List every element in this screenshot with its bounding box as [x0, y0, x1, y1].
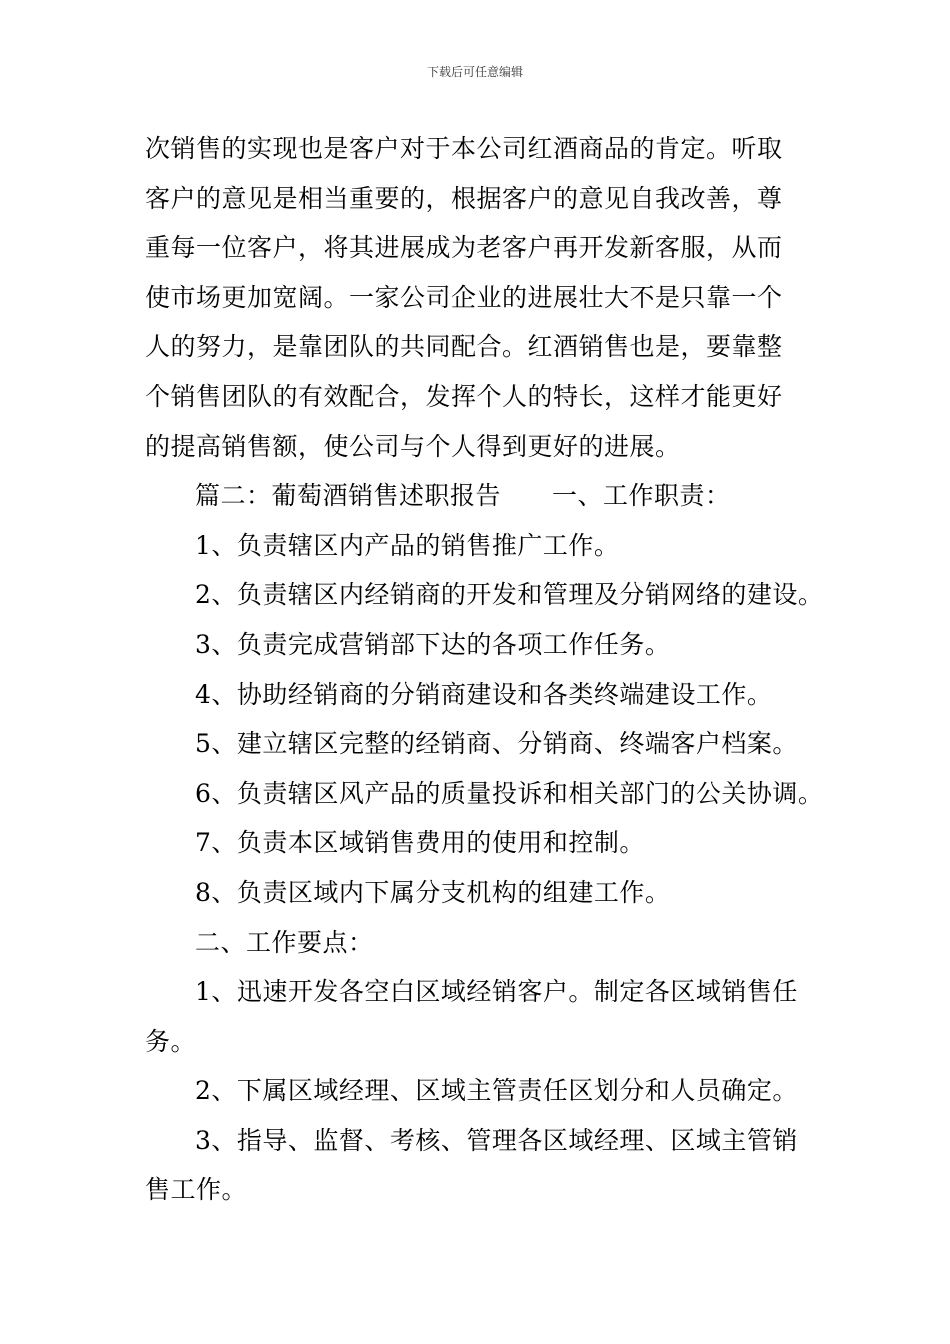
list-item: 3、负责完成营销部下达的各项工作任务。 [195, 629, 671, 659]
section-heading: 二、工作要点： [195, 927, 374, 957]
list-item: 2、下属区域经理、区域主管责任区划分和人员确定。 [195, 1076, 798, 1106]
list-item: 4、协助经销商的分销商建设和各类终端建设工作。 [195, 679, 773, 709]
list-item: 3、指导、监督、考核、管理各区域经理、区域主管销 [195, 1125, 798, 1155]
list-item-continuation: 售工作。 [145, 1175, 248, 1205]
list-item: 1、迅速开发各空白区域经销客户。制定各区域销售任 [195, 977, 798, 1007]
list-item: 1、负责辖区内产品的销售推广工作。 [195, 530, 620, 560]
paragraph-line: 次销售的实现也是客户对于本公司红酒商品的肯定。听取 [145, 134, 783, 163]
paragraph-line: 重每一位客户，将其进展成为老客户再开发新客服，从而 [145, 233, 783, 263]
page-header-note: 下载后可任意编辑 [426, 65, 523, 79]
list-item: 6、负责辖区风产品的质量投诉和相关部门的公关协调。 [195, 778, 824, 808]
document-body [145, 124, 824, 1215]
list-item: 7、负责本区域销售费用的使用和控制。 [195, 828, 645, 858]
paragraph-line: 人的努力，是靠团队的共同配合。红酒销售也是，要靠整 [145, 332, 783, 362]
list-item: 8、负责区域内下属分支机构的组建工作。 [195, 877, 671, 907]
paragraph-line: 的提高销售额，使公司与个人得到更好的进展。 [145, 431, 681, 461]
list-item-continuation: 务。 [145, 1026, 197, 1056]
paragraph-line: 使市场更加宽阔。一家公司企业的进展壮大不是只靠一个 [145, 282, 783, 312]
paragraph-line: 客户的意见是相当重要的，根据客户的意见自我改善，尊 [145, 183, 783, 213]
paragraph-line: 个销售团队的有效配合，发挥个人的特长，这样才能更好 [145, 381, 783, 411]
list-item: 2、负责辖区内经销商的开发和管理及分销网络的建设。 [195, 580, 824, 610]
list-item: 5、建立辖区完整的经销商、分销商、终端客户档案。 [195, 729, 798, 759]
section-heading: 篇二：葡萄酒销售述职报告 一、工作职责： [195, 481, 731, 511]
